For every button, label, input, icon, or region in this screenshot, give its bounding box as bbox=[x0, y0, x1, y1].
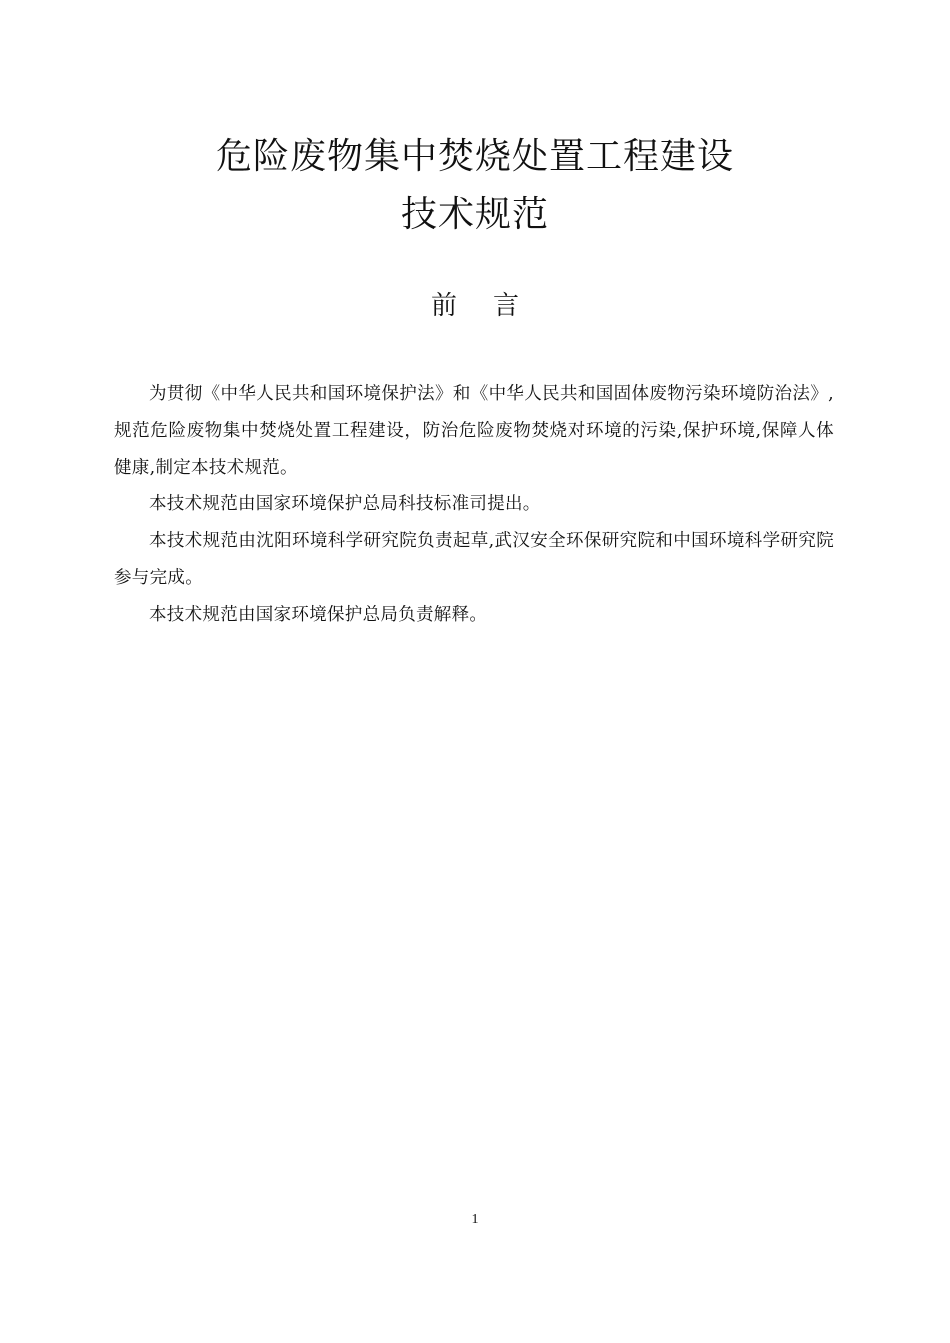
paragraph: 为贯彻《中华人民共和国环境保护法》和《中华人民共和国固体废物污染环境防治法》,规范危险废物集中焚烧处置工程建设，防治危险废物焚烧对环境的污染,保护环境,保障人体健康,制定本技术规范。 bbox=[114, 384, 834, 478]
document-title bbox=[0, 128, 950, 244]
paragraph: 本技术规范由沈阳环境科学研究院负责起草,武汉安全环保研究院和中国环境科学研究院参与完成。 bbox=[114, 531, 834, 588]
preface-body bbox=[114, 376, 834, 634]
paragraph: 本技术规范由国家环境保护总局负责解释。 bbox=[149, 604, 488, 625]
paragraph: 本技术规范由国家环境保护总局科技标准司提出。 bbox=[149, 494, 541, 515]
title-line-1: 危险废物集中焚烧处置工程建设 bbox=[215, 136, 734, 177]
page-number: 1 bbox=[471, 1212, 479, 1227]
title-line-2: 技术规范 bbox=[400, 194, 549, 235]
preface-heading: 前言 bbox=[430, 291, 555, 321]
